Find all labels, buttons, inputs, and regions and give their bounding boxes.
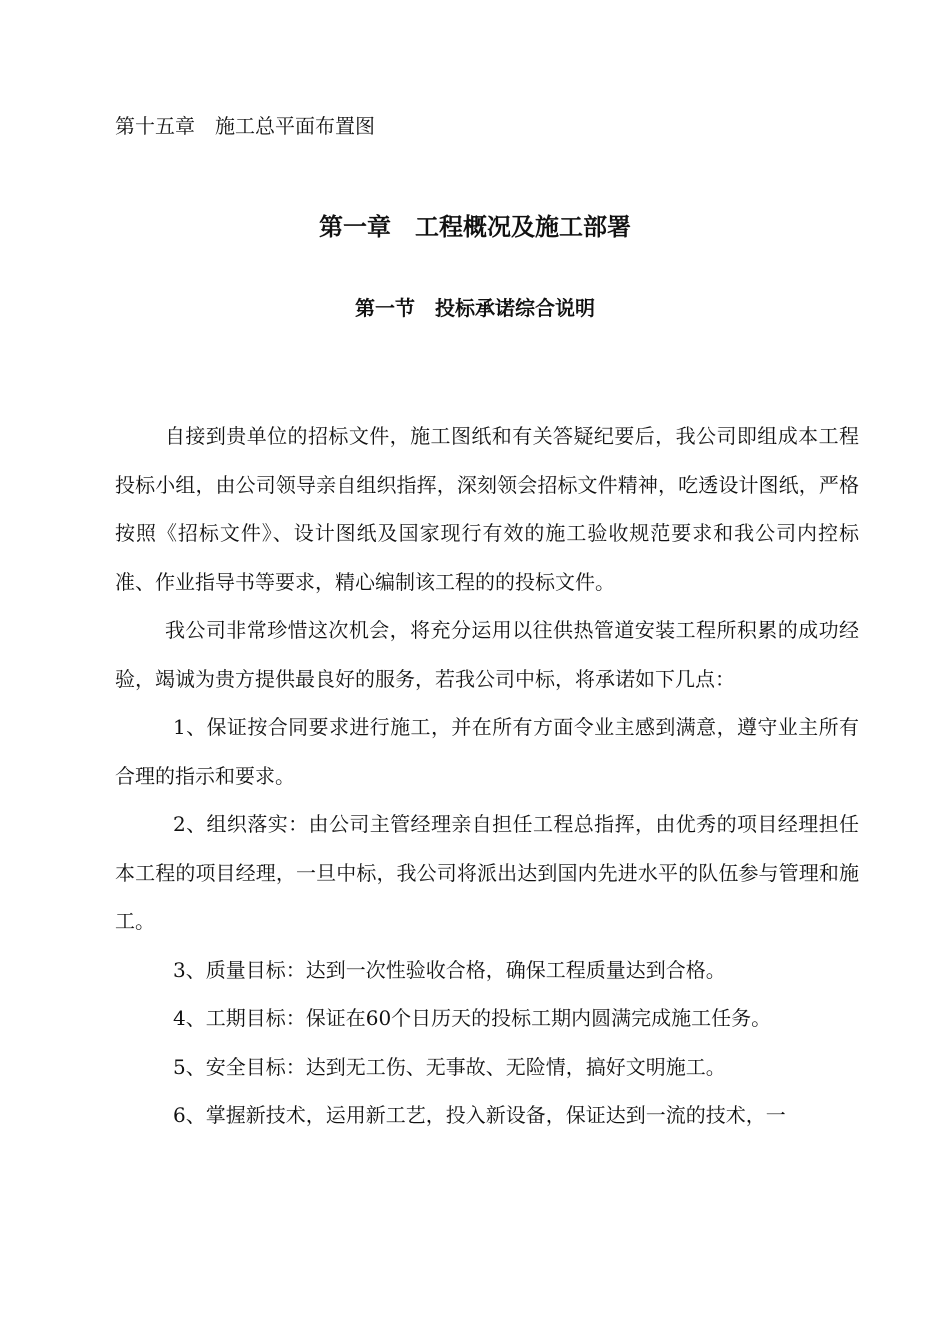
- commitment-item: 2、组织落实：由公司主管经理亲自担任工程总指挥，由优秀的项目经理担任本工程的项目经理，一旦中标，我公司将派出达到国内先进水平的队伍参与管理和施工。: [115, 812, 859, 933]
- body-paragraph: 我公司非常珍惜这次机会，将充分运用以往供热管道安装工程所积累的成功经验，竭诚为贵方提供最良好的服务，若我公司中标，将承诺如下几点：: [115, 618, 859, 691]
- toc-entry-chapter-15: 第十五章 施工总平面布置图: [115, 114, 375, 138]
- commitment-item: 3、质量目标：达到一次性验收合格，确保工程质量达到合格。: [173, 957, 726, 982]
- body-paragraph: 自接到贵单位的招标文件，施工图纸和有关答疑纪要后，我公司即组成本工程投标小组，由公司领导亲自组织指挥，深刻领会招标文件精神，吃透设计图纸，严格按照《招标文件》、设计图纸及国家现行有效的施工验收规范要求和我公司内控标准、作业指导书等要求，精心编制该工程的的投标文件。: [115, 424, 859, 594]
- commitment-item: 6、掌握新技术，运用新工艺，投入新设备，保证达到一流的技术，一: [173, 1103, 786, 1127]
- commitment-item: 4、工期目标：保证在60个日历天的投标工期内圆满完成施工任务。: [173, 1006, 772, 1030]
- chapter-title: 第一章 工程概况及施工部署: [319, 213, 631, 241]
- commitment-item: 5、安全目标：达到无工伤、无事故、无险情，搞好文明施工。: [173, 1054, 726, 1079]
- document-body: [115, 412, 859, 1140]
- commitment-item: 1、保证按合同要求进行施工，并在所有方面令业主感到满意，遵守业主所有合理的指示和要求。: [115, 715, 859, 788]
- section-title: 第一节 投标承诺综合说明: [355, 296, 595, 320]
